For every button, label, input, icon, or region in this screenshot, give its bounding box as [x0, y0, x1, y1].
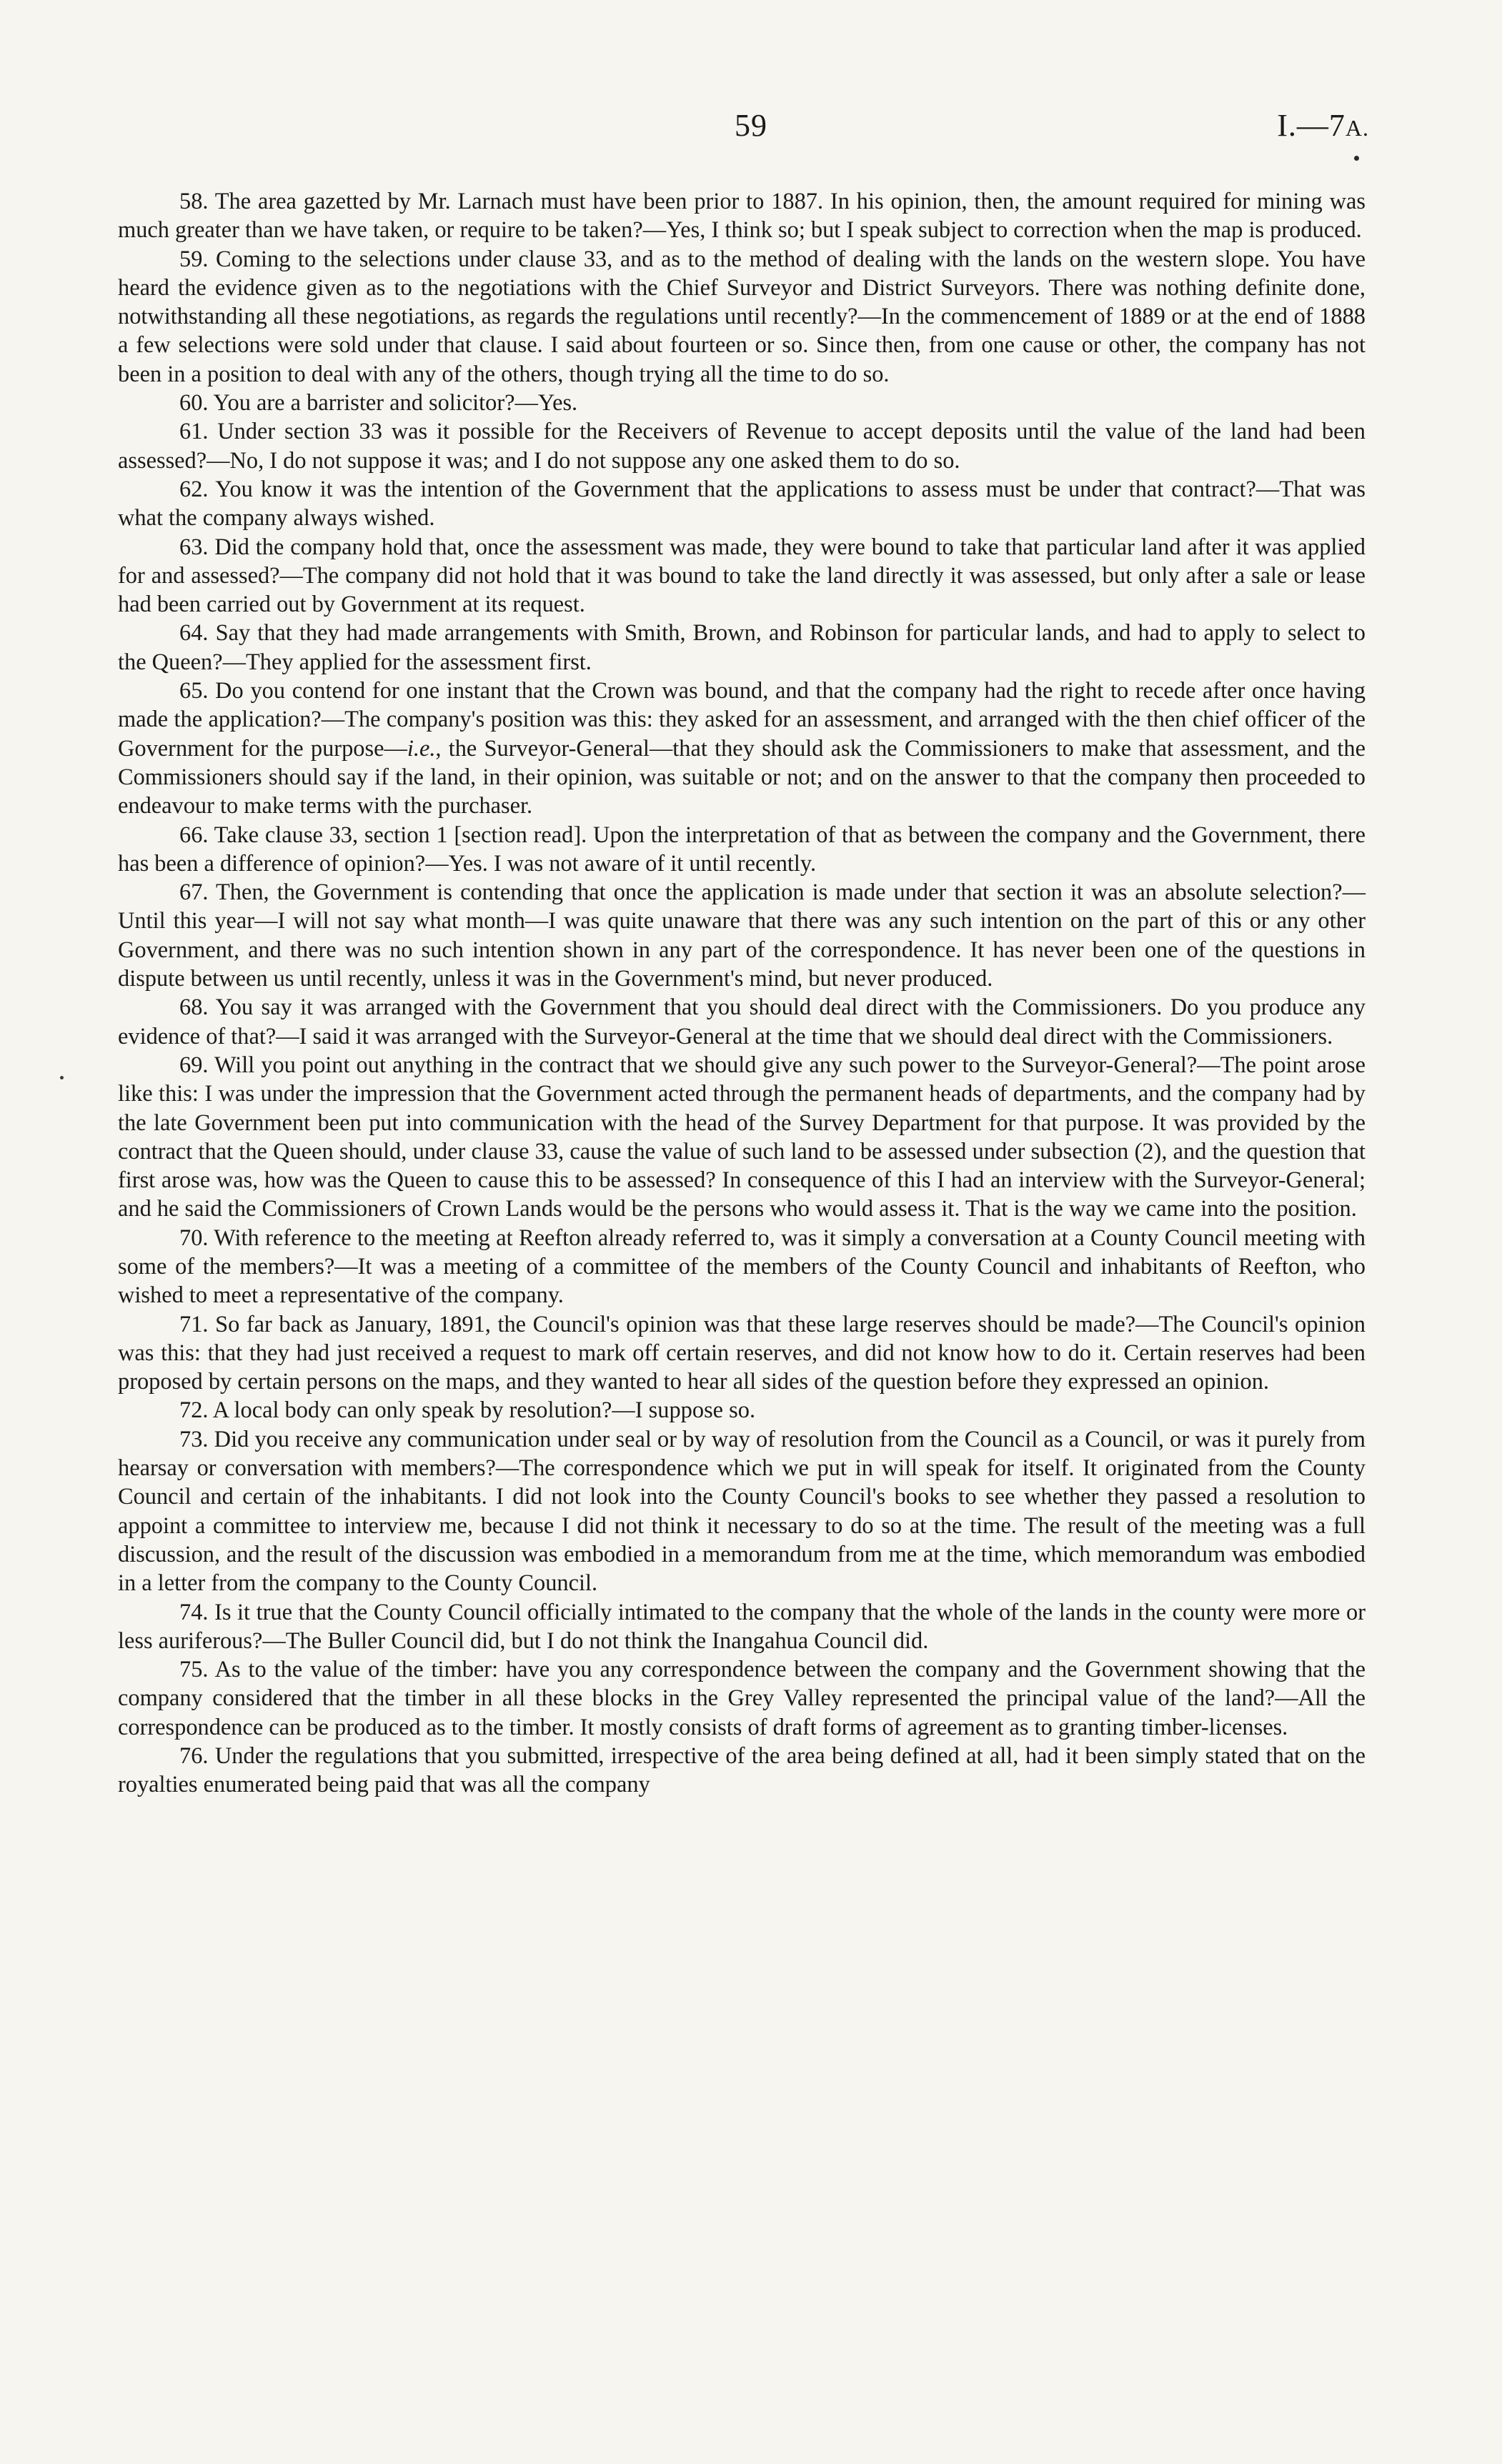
paper-reference — [1277, 107, 1369, 144]
paragraph-58: 58. The area gazetted by Mr. Larnach must have been prior to 1887. In his opinion, then, the amount required for mining was much greater than we have taken, or require to be taken?—Yes, I think so; but I speak subject to correction when the map is produced. — [118, 189, 1366, 244]
paragraph-61: 61. Under section 33 was it possible for the Receivers of Revenue to accept deposits until the value of the land had been assessed?—No, I do not suppose it was; and I do not suppose any one asked them to do so. — [118, 419, 1366, 474]
paper-reference-suffix: A. — [1345, 115, 1369, 141]
paper-reference-main: I.—7 — [1277, 108, 1346, 143]
paragraph-66: 66. Take clause 33, section 1 [section read]. Upon the interpretation of that as between the company and the Government, there has been a difference of opinion?—Yes. I was not aware of it until recently. — [118, 822, 1366, 877]
paragraph-60: 60. You are a barrister and solicitor?—Yes. — [179, 390, 578, 417]
paragraph-59: 59. Coming to the selections under clause 33, and as to the method of dealing with the lands on the western slope. You have heard the evidence given as to the negotiations with the Chief Surveyor and District Surveyors. There was nothing definite done, notwithstanding all these negotiations, as regards the regulations until recently?—In the commencement of 1889 or at the end of 1888 a few selections were sold under that clause. I said about fourteen or so. Since then, from one cause or other, the company has not been in a position to deal with any of the others, though trying all the time to do so. — [118, 246, 1366, 387]
italic-abbreviation: i.e. — [407, 735, 436, 762]
paragraph-68: 68. You say it was arranged with the Government that you should deal direct with the Commissioners. Do you produce any evidence of that?—I said it was arranged with the Surveyor-General at the time that we should deal direct with the Commissioners. — [118, 994, 1366, 1049]
evidence-body — [118, 187, 1366, 1800]
paragraph-76: 76. Under the regulations that you submitted, irrespective of the area being defined at all, had it been simply stated that on the royalties enumerated being paid that was all the company — [118, 1743, 1366, 1798]
paragraph-74: 74. Is it true that the County Council officially intimated to the company that the whole of the lands in the county were more or less auriferous?—The Buller Council did, but I do not think the Inangahua Council did. — [118, 1599, 1366, 1654]
paragraph-63: 63. Did the company hold that, once the assessment was made, they were bound to take that particular land after it was applied for and assessed?—The company did not hold that it was bound to take the land directly it was assessed, but only after a sale or lease had been carried out by Government at its request. — [118, 534, 1366, 618]
paragraph-62: 62. You know it was the intention of the Government that the applications to assess must be under that contract?—That was what the company always wished. — [118, 476, 1366, 532]
paragraph-75: 75. As to the value of the timber: have you any correspondence between the company and the Government showing that the company considered that the timber in all these blocks in the Grey Valley represented the principal value of the land?—All the correspondence can be produced as to the timber. It mostly consists of draft forms of agreement as to granting timber-licenses. — [118, 1657, 1366, 1740]
paragraph-72: 72. A local body can only speak by resolution?—I suppose so. — [179, 1397, 756, 1424]
paragraph-67: 67. Then, the Government is contending that once the application is made under that section it was an absolute selection?—Until this year—I will not say what month—I was quite unaware that there was any such intention on the part of this or any other Government, and there was no such intention shown in any part of the correspondence. It has never been one of the questions in dispute between us until recently, unless it was in the Government's mind, but never produced. — [118, 879, 1366, 992]
margin-speck — [60, 1076, 64, 1079]
paragraph-65: 65. Do you contend for one instant that the Crown was bound, and that the company had the right to recede after once having made the application?—The company's position was this: they asked for an assessment, and arranged with the then chief officer of the Government for the purpose—i.e., the Surveyor-General—that they should ask the Commissioners to make that assessment, and the Commissioners should say if the land, in their opinion, was suitable or not; and on the answer to that the company then proceeded to endeavour to make terms with the purchaser. — [118, 678, 1366, 819]
print-mark-dot — [1354, 156, 1359, 161]
paragraph-69: 69. Will you point out anything in the contract that we should give any such power to the Surveyor-General?—The point arose like this: I was under the impression that the Government acted through the permanent heads of departments, and the company had by the late Government been put into communication with the head of the Survey Department for that purpose. It was provided by the contract that the Queen should, under clause 33, cause the value of such land to be assessed under subsection (2), and the question that first arose was, how was the Queen to cause this to be assessed? In consequence of this I had an interview with the Surveyor-General; and he said the Commissioners of Crown Lands would be the persons who would assess it. That is the way we came into the position. — [118, 1052, 1366, 1222]
paragraph-70: 70. With reference to the meeting at Reefton already referred to, was it simply a conversation at a County Council meeting with some of the members?—It was a meeting of a committee of the members of the County Council and inhabitants of Reefton, who wished to meet a representative of the company. — [118, 1224, 1366, 1309]
paragraph-64: 64. Say that they had made arrangements with Smith, Brown, and Robinson for particular lands, and had to apply to select to the Queen?—They applied for the assessment first. — [118, 620, 1366, 675]
page-number: 59 — [735, 108, 767, 143]
paragraph-73: 73. Did you receive any communication under seal or by way of resolution from the Council as a Council, or was it purely from hearsay or conversation with members?—The correspondence which we put in will speak for itself. It originated from the County Council and certain of the inhabitants. I did not look into the County Council's books to see whether they passed a resolution to appoint a committee to interview me, because I did not think it necessary to do so at the time. The result of the meeting was a full discussion, and the result of the discussion was embodied in a memorandum from me at the time, which memorandum was embodied in a letter from the company to the County Council. — [118, 1426, 1366, 1597]
paragraph-71: 71. So far back as January, 1891, the Council's opinion was that these large reserves should be made?—The Council's opinion was this: that they had just received a request to mark off certain reserves, and did not know how to do it. Certain reserves had been proposed by certain persons on the maps, and they wanted to hear all sides of the question before they expressed an opinion. — [118, 1311, 1366, 1395]
